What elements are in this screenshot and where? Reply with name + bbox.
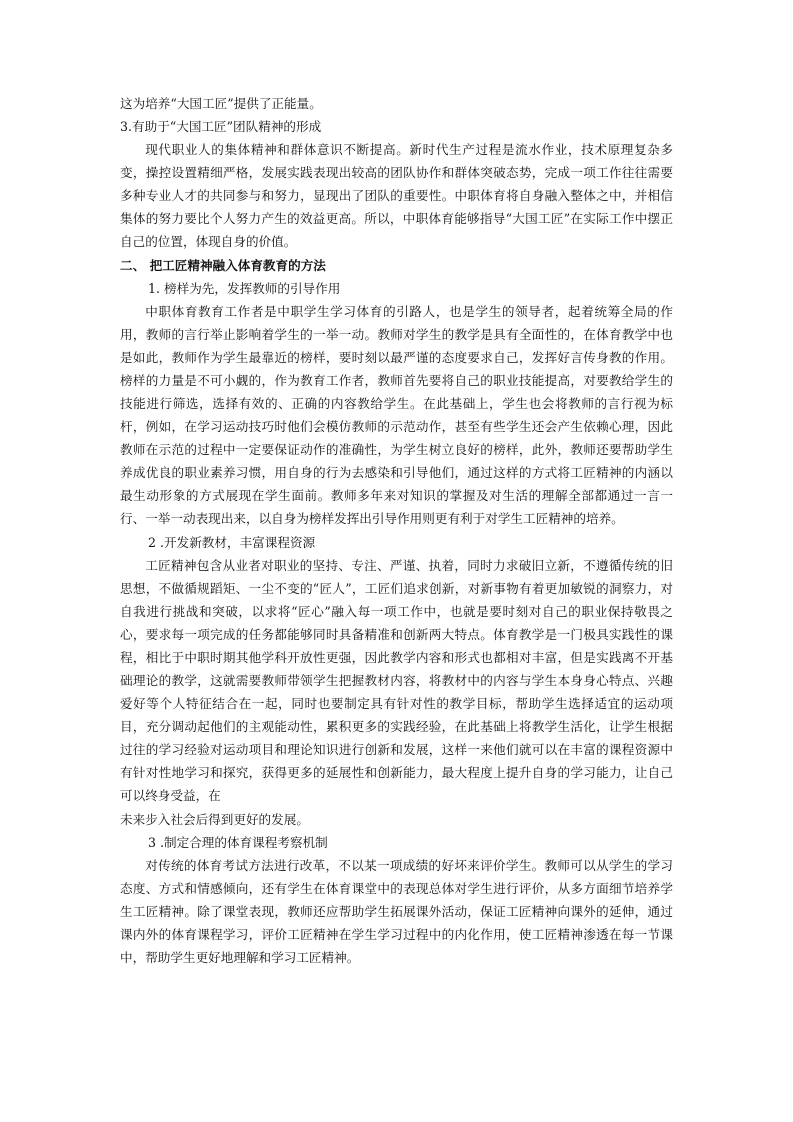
item2-heading: 2 .开发新教材，丰富课程资源 — [148, 534, 316, 550]
part2-heading: 二、 把工匠精神融入体育教育的方法 — [120, 257, 326, 273]
item2-body: 工匠精神包含从业者对职业的坚持、专注、严谨、执着，同时力求破旧立新，不遵循传统的旧思想，不做循规蹈矩、一尘不变的“匠人”，工匠们追求创新，对新事物有着更加敏锐的洞察力，对自我进行挑战和突破，以求将“匠心”融入每一项工作中，也就是要时刻对自己的职业保持敬畏之心，要求每一项完成的任务都能够同时具备精准和创新两大特点。体育教学是一门极具实践性的课程，相比于中职时期其他学科开放性更强，因此教学内容和形式也都相对丰富，但是实践离不开基础理论的教学，这就需要教师带领学生把握教材内容，将教材中的内容与学生本身身心特点、兴趣爱好等个人特征结合在一起，同时也要制定具有针对性的教学目标，帮助学生选择适宜的运动项目，充分调动起他们的主观能动性，累积更多的实践经验，在此基础上将教学生活化，让学生根据过往的学习经验对运动项目和理论知识进行创新和发展，这样一来他们就可以在丰富的课程资源中有针对性地学习和探究，获得更多的延展性和创新能力，最大程度上提升自身的学习能力，让自己可以终身受益，在 — [120, 557, 673, 804]
item2-body-end: 未来步入社会后得到更好的发展。 — [120, 811, 309, 827]
item3-heading: 3 .制定合理的体育课程考察机制 — [148, 834, 328, 850]
section3-heading: 3.有助于“大国工匠”团队精神的形成 — [120, 119, 322, 135]
section3-body: 现代职业人的集体精神和群体意识不断提高。新时代生产过程是流水作业，技术原理复杂多变，操控设置精细严格，发展实践表现出较高的团队协作和群体突破态势，完成一项工作往往需要多种专业人才的共同参与和努力，显现出了团队的重要性。中职体育将自身融入整体之中，并相信集体的努力要比个人努力产生的效益更高。所以，中职体育能够指导“大国工匠”在实际工作中摆正自己的位置，体现自身的价值。 — [120, 142, 673, 250]
item1-body: 中职体育教育工作者是中职学生学习体育的引路人，也是学生的领导者，起着统筹全局的作用，教师的言行举止影响着学生的一举一动。教师对学生的教学是具有全面性的，在体育教学中也是如此，教师作为学生最靠近的榜样，要时刻以最严谨的态度要求自己，发挥好言传身教的作用。榜样的力量是不可小觑的，作为教育工作者，教师首先要将自己的职业技能提高，对要教给学生的技能进行筛选，选择有效的、正确的内容教给学生。在此基础上，学生也会将教师的言行视为标杆，例如，在学习运动技巧时他们会模仿教师的示范动作，甚至有些学生还会产生依赖心理，因此教师在示范的过程中一定要保证动作的准确性，为学生树立良好的榜样，此外，教师还要帮助学生养成优良的职业素养习惯，用自身的行为去感染和引导他们，通过这样的方式将工匠精神的内涵以最生动形象的方式展现在学生面前。教师多年来对知识的掌握及对生活的理解全部都通过一言一行、一举一动表现出来，以自身为榜样发挥出引导作用则更有利于对学生工匠精神的培养。 — [120, 303, 673, 527]
item1-heading: 1. 榜样为先，发挥教师的引导作用 — [148, 280, 341, 296]
document-page — [120, 92, 673, 969]
intro-tail-paragraph: 这为培养“大国工匠”提供了正能量。 — [120, 96, 322, 111]
item3-body: 对传统的体育考试方法进行改革，不以某一项成绩的好坏来评价学生。教师可以从学生的学习态度、方式和情感倾向，还有学生在体育课堂中的表现总体对学生进行评价，从多方面细节培养学生工匠精神。除了课堂表现，教师还应帮助学生拓展课外活动，保证工匠精神向课外的延伸，通过课内外的体育课程学习，评价工匠精神在学生学习过程中的内化作用，使工匠精神渗透在每一节课中，帮助学生更好地理解和学习工匠精神。 — [120, 857, 673, 965]
